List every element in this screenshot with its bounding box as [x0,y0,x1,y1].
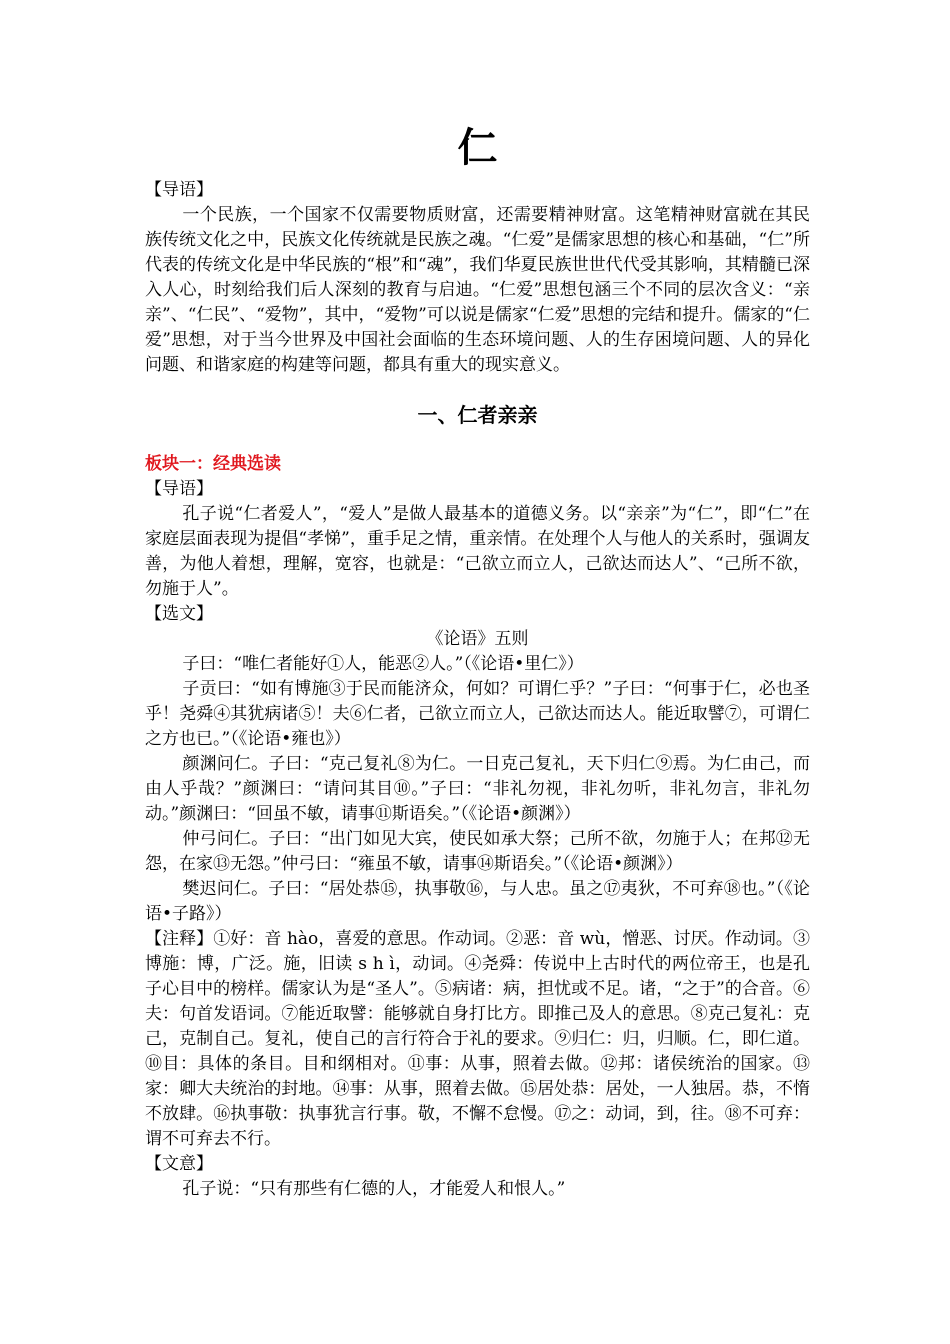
passage-1: 子曰：“唯仁者能好①人，能恶②人。”（《论语•里仁》） [182,654,584,674]
passage-5: 樊迟问仁。子曰：“居处恭⑮，执事敬⑯，与人忠。虽之⑰夷狄，不可弃⑱也。”（《论语•子路》） [145,879,810,924]
selection-tag: 【选文】 [145,604,213,624]
intro-paragraph: 一个民族，一个国家不仅需要物质财富，还需要精神财富。这笔精神财富就在其民族传统文化之中，民族文化传统就是民族之魂。“仁爱”是儒家思想的核心和基础，“仁”所代表的传统文化是中华民族的“根”和“魂”，我们华夏民族世世代代受其影响，其精髓已深入人心，时刻给我们后人深刻的教育与启迪。“仁爱”思想包涵三个不同的层次含义：“亲亲”、“仁民”、“爱物”，其中，“爱物”可以说是儒家“仁爱”思想的完结和提升。儒家的“仁爱”思想，对于当今世界及中国社会面临的生态环境问题、人的生存困境问题、人的异化问题、和谐家庭的构建等问题，都具有重大的现实意义。 [145,205,810,375]
section-title: 一、仁者亲亲 [417,403,538,427]
passage-2: 子贡曰：“如有博施③于民而能济众，何如？可谓仁乎？”子曰：“何事于仁，必也圣乎！尧舜④其犹病诸⑤！夫⑥仁者，己欲立而立人，己欲达而达人。能近取譬⑦，可谓仁之方也已。”（《论语•雍也》） [145,679,810,749]
document-content [145,118,810,1202]
selection-title: 《论语》五则 [426,629,529,649]
page-title: 仁 [457,124,498,171]
passage-3: 颜渊问仁。子曰：“克己复礼⑧为仁。一日克己复礼，天下归仁⑨焉。为仁由己，而由人乎哉？”颜渊曰：“请问其目⑩。”子曰：“非礼勿视，非礼勿听，非礼勿言，非礼勿动。”颜渊曰：“回虽不敏，请事⑪斯语矣。”（《论语•颜渊》） [145,754,810,824]
passage-4: 仲弓问仁。子曰：“出门如见大宾，使民如承大祭；己所不欲，勿施于人；在邦⑫无怨，在家⑬无怨。”仲弓曰：“雍虽不敏，请事⑭斯语矣。”（《论语•颜渊》） [145,829,810,874]
block-intro-tag: 【导语】 [145,479,213,499]
intro-tag: 【导语】 [145,180,213,200]
meaning-tag: 【文意】 [145,1154,213,1174]
meaning-paragraph: 孔子说：“只有那些有仁德的人，才能爱人和恨人。” [182,1179,566,1199]
block-intro-paragraph: 孔子说“仁者爱人”，“爱人”是做人最基本的道德义务。以“亲亲”为“仁”，即“仁”在家庭层面表现为提倡“孝悌”，重手足之情，重亲情。在处理个人与他人的关系时，强调友善，为他人着想，理解，宽容，也就是：“己欲立而立人，己欲达而达人”、“己所不欲，勿施于人”。 [145,504,810,599]
notes-paragraph: 【注释】①好：音 hào，喜爱的意思。作动词。②恶：音 wù，憎恶、讨厌。作动词。③博施：博，广泛。施，旧读 s h ì，动词。④尧舜：传说中上古时代的两位帝王，也是孔子心目中的榜样。儒家认为是“圣人”。⑤病诸：病，担忧或不足。诸，“之于”的合音。⑥夫：句首发语词。⑦能近取譬：能够就自身打比方。即推己及人的意思。⑧克己复礼：克己，克制自己。复礼，使自己的言行符合于礼的要求。⑨归仁：归，归顺。仁，即仁道。⑩目：具体的条目。目和纲相对。⑪事：从事，照着去做。⑫邦：诸侯统治的国家。⑬家：卿大夫统治的封地。⑭事：从事，照着去做。⑮居处恭：居处，一人独居。恭，不惰不放肆。⑯执事敬：执事犹言行事。敬，不懈不怠慢。⑰之：动词，到，往。⑱不可弃：谓不可弃去不行。 [145,929,810,1149]
block-title: 板块一：经典选读 [145,454,281,474]
